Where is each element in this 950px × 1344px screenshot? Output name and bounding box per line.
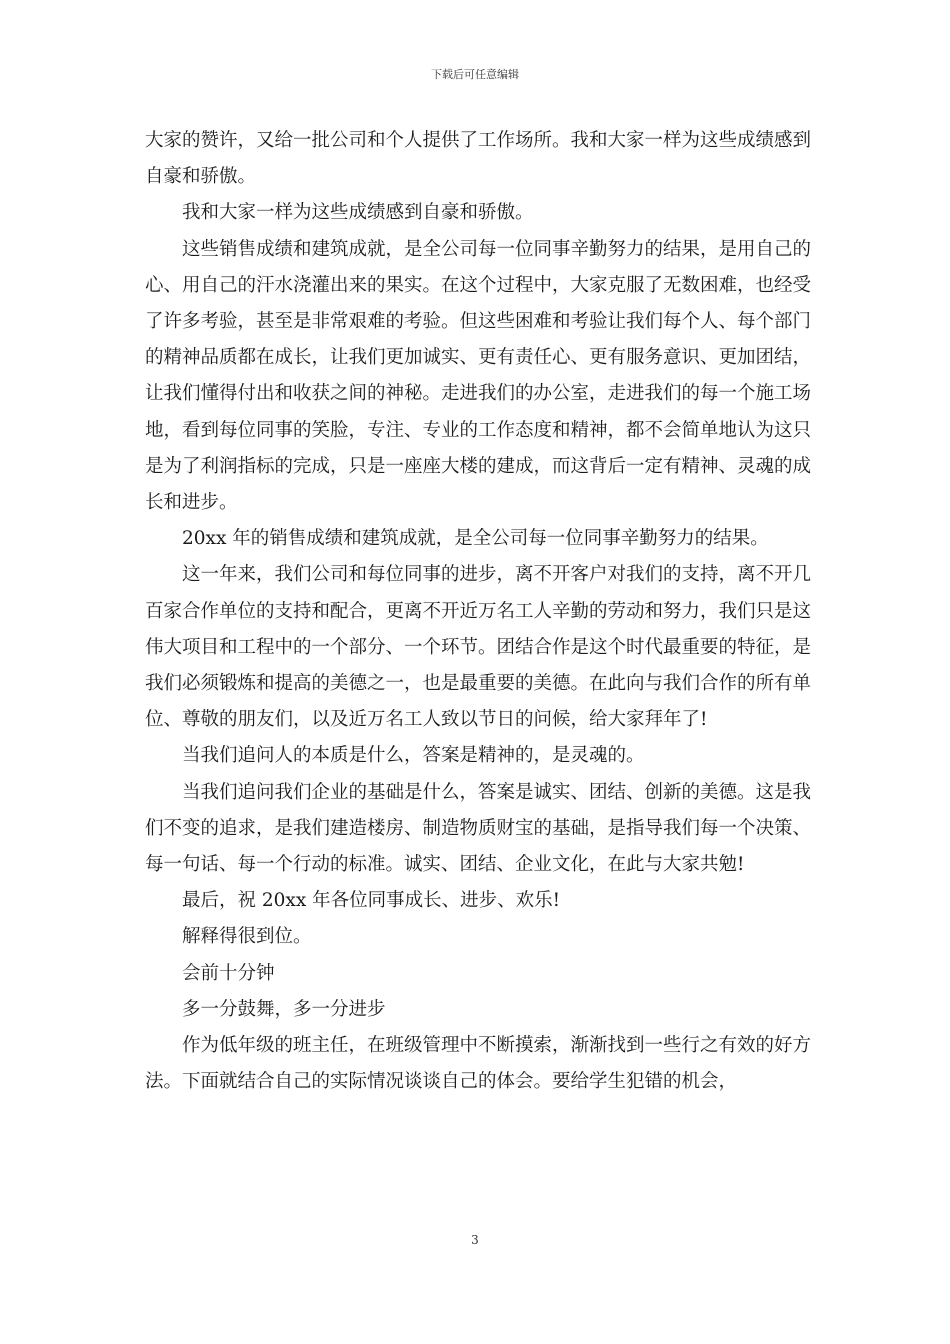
paragraph-6: 当我们追问人的本质是什么，答案是精神的，是灵魂的。 [182,745,645,767]
paragraph-3: 这些销售成绩和建筑成就，是全公司每一位同事辛勤努力的结果，是用自己的心、用自己的汗水浇灌出来的果实。在这个过程中，大家克服了无数困难，也经受了许多考验，甚至是非常艰难的考验。但这些困难和考验让我们每个人、每个部门的精神品质都在成长，让我们更加诚实、更有责任心、更有服务意识、更加团结，让我们懂得付出和收获之间的神秘。走进我们的办公室，走进我们的每一个施工场地，看到每位同事的笑脸，专注、专业的工作态度和精神，都不会简单地认为这只是为了利润指标的完成，只是一座座大楼的建成，而这背后一定有精神、灵魂的成长和进步。 [145,238,812,514]
document-body [145,123,811,1100]
paragraph-5: 这一年来，我们公司和每位同事的进步，离不开客户对我们的支持，离不开几百家合作单位的支持和配合，更离不开近万名工人辛勤的劳动和努力，我们只是这伟大项目和工程中的一个部分、一个环节。团结合作是这个时代最重要的特征，是我们必须锻炼和提高的美德之一，也是最重要的美德。在此向与我们合作的所有单位、尊敬的朋友们，以及近万名工人致以节日的问候，给大家拜年了! [145,564,812,731]
paragraph-12: 作为低年级的班主任，在班级管理中不断摸索，渐渐找到一些行之有效的好方法。下面就结合自己的实际情况谈谈自己的体会。要给学生犯错的机会， [145,1035,812,1093]
paragraph-4: 20xx 年的销售成绩和建筑成就，是全公司每一位同事辛勤努力的结果。 [182,528,769,550]
page-number: 3 [471,1233,479,1247]
paragraph-7: 当我们追问我们企业的基础是什么，答案是诚实、团结、创新的美德。这是我们不变的追求，是我们建造楼房、制造物质财宝的基础，是指导我们每一个决策、每一句话、每一个行动的标准。诚实、团结、企业文化，在此与大家共勉! [145,781,812,876]
paragraph-2: 我和大家一样为这些成绩感到自豪和骄傲。 [182,202,534,224]
section-subheading: 多一分鼓舞，多一分进步 [182,998,386,1020]
paragraph-9: 解释得很到位。 [182,926,312,948]
paragraph-8: 最后，祝 20xx 年各位同事成长、进步、欢乐! [182,890,561,912]
paragraph-1: 大家的赞许，又给一批公司和个人提供了工作场所。我和大家一样为这些成绩感到自豪和骄傲。 [145,130,812,188]
section-heading: 会前十分钟 [182,962,275,984]
page-header: 下载后可任意编辑 [431,68,519,81]
